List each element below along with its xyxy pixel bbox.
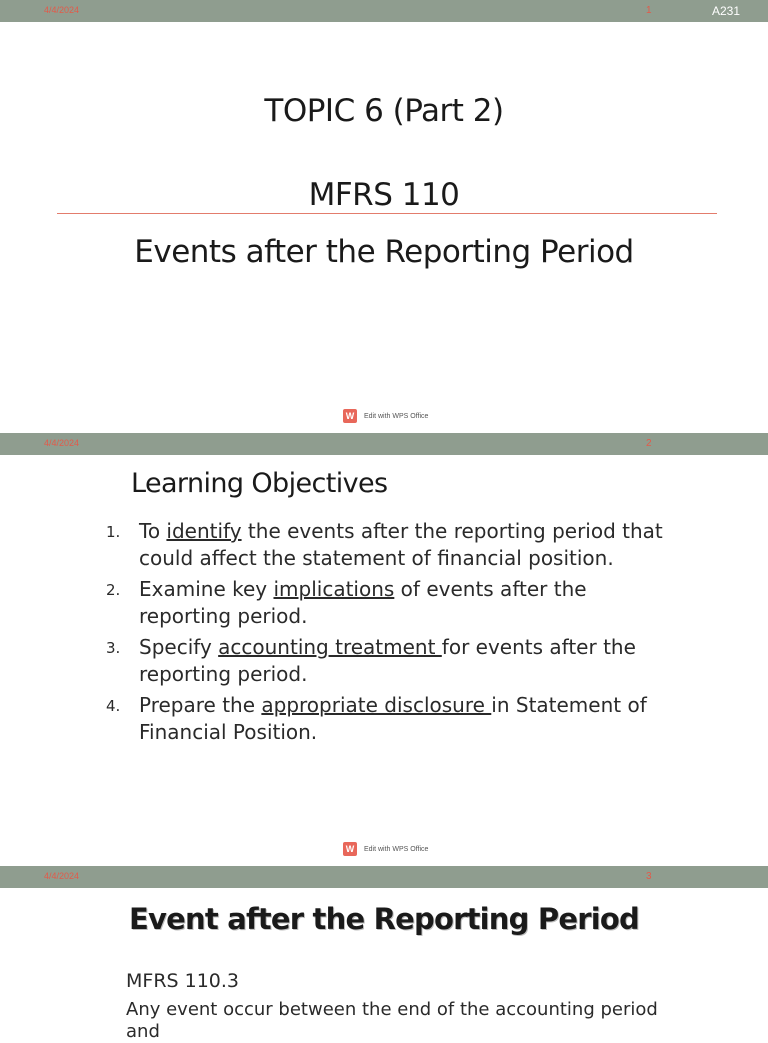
wps-edit-link-1[interactable]	[343, 409, 428, 423]
slide2-date: 4/4/2024	[44, 438, 80, 448]
slide1-date: 4/4/2024	[44, 5, 80, 15]
objective-item: 4. Prepare the appropriate disclosure in Statement of Financial Position.	[106, 693, 647, 744]
objective-number: 3.	[106, 639, 121, 657]
definition-text: Any event occur between the end of the accounting period and	[126, 999, 658, 1042]
learning-objectives-title: Learning Objectives	[131, 468, 388, 499]
objective-keyword: identify	[166, 519, 242, 543]
objective-number: 1.	[106, 523, 121, 541]
slide1-page-number: 1	[646, 5, 652, 16]
wps-edit-label: Edit with WPS Office	[364, 845, 429, 853]
title-divider	[57, 213, 717, 214]
slide2-page-number: 2	[646, 438, 652, 449]
slide1-header-bar	[0, 0, 768, 22]
objective-keyword: accounting treatment	[218, 635, 442, 659]
course-code: A231	[712, 4, 741, 18]
objective-item: 2. Examine key implications of events after the reporting period.	[106, 577, 587, 628]
objective-item: 3. Specify accounting treatment for events after the reporting period.	[106, 635, 636, 686]
objectives-list	[106, 518, 666, 750]
slide3-header-bar	[0, 866, 768, 888]
standard-title: MFRS 110	[308, 177, 460, 213]
objective-number: 2.	[106, 581, 121, 599]
objective-keyword: appropriate disclosure	[261, 693, 492, 717]
slide3-page-number: 3	[646, 871, 652, 882]
objective-number: 4.	[106, 697, 121, 715]
topic-title: TOPIC 6 (Part 2)	[264, 93, 504, 129]
objective-item: 1. To identify the events after the reporting period that could affect the statement of financial position.	[106, 519, 663, 570]
standard-reference: MFRS 110.3	[126, 970, 240, 992]
wps-office-icon: W	[343, 842, 357, 856]
wps-office-icon: W	[343, 409, 357, 423]
wps-edit-label: Edit with WPS Office	[364, 412, 429, 420]
slide3-date: 4/4/2024	[44, 871, 80, 881]
objective-keyword: implications	[273, 577, 395, 601]
subtitle: Events after the Reporting Period	[134, 234, 634, 270]
slide3-title: Event after the Reporting Period	[129, 902, 639, 936]
slide-1	[0, 22, 768, 432]
wps-edit-link-2[interactable]	[343, 842, 428, 856]
slide2-header-bar	[0, 433, 768, 455]
